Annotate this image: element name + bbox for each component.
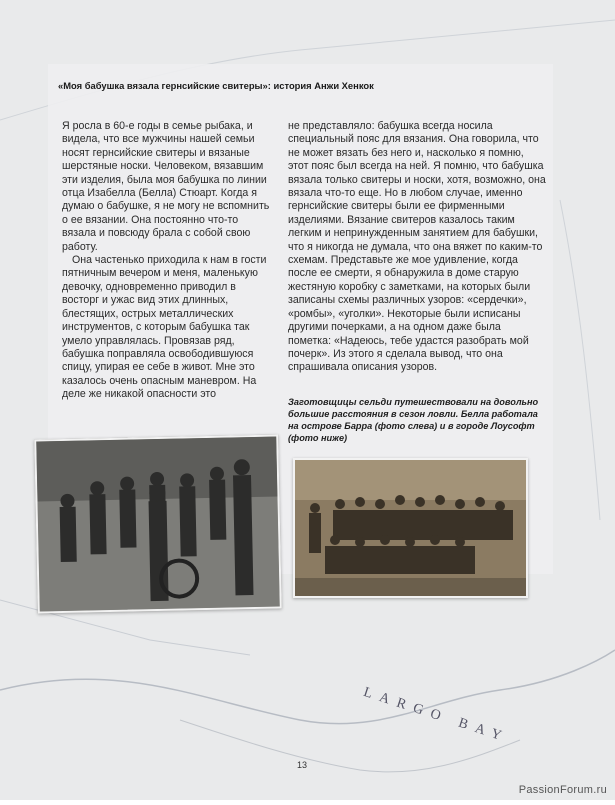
page-number: 13 [297,760,308,770]
left-column [62,120,274,402]
article-title: «Моя бабушка вязала гернсийские свитеры»: история Анжи Хенкок [58,80,374,91]
left-paragraph-2: Она частенько приходила к нам в гости пятничным вечером и меня, маленькую девочку, одновременно приводил в восторг и ужас вид этих длинных, блестящих, острых металлических инструментов, с которым бабушка так умело управлялась. Провязав ряд, бабушка поправляла освободившуюся спицу, упирая ее себе в живот. Мне это казалось очень опасным маневром. На деле же никакой опасности это [62,254,267,401]
map-label-largo-bay: LARGO BAY [361,684,511,747]
watermark: PassionForum.ru [518,784,607,796]
right-column [288,120,546,375]
photo-lowestoft-herring-workers [293,458,528,598]
left-paragraph-1: Я росла в 60-е годы в семье рыбака, и видела, что все мужчины нашей семьи носят гернсийские свитеры и вязаные шерстяные носки. Человеком, вязавшим эти изделия, была моя бабушка по линии отца Изабелла (Белла) Стюарт. Когда я думаю о бабушке, я не могу не вспомнить о ее вязании. Она постоянно что-то вязала и повсюду брала с собой свою работу. [62,120,270,253]
photo-barra-herring-workers [34,434,282,613]
photo-caption: Заготовщицы сельди путешествовали на довольно большие расстояния в сезон ловли. Белла работала на острове Барра (фото слева) и в городе Лоусофт (фото ниже) [288,397,539,443]
right-paragraph-1: не представляло: бабушка всегда носила специальный пояс для вязания. Она говорила, что не может вязать без него и, насколько я помню, этот пояс был всегда на ней. Я помню, что бабушка вязала только свитеры и носки, хотя, возможно, она вязала что-то еще. Но в любом случае, именно гернсийские свитеры были ее фирменными изделиями. Вязание свитеров казалось таким легким и непринужденным занятием для бабушки, что я никогда не думала, что она вяжет по каким-то схемам. Представьте же мое удивление, когда после ее смерти, я обнаружила в доме старую жестяную коробку с заметками, на которых были записаны схемы различных узоров: «сердечки», «ромбы», «уголки». Некоторые были исписаны другими почерками, а на одном даже была пометка: «Надеюсь, тебе удастся разобрать мой почерк». Из этого я сделала вывод, что она спрашивала описания узоров. [288,120,546,374]
photo-lowestoft-image [295,460,526,596]
photo-barra-image [36,437,280,612]
